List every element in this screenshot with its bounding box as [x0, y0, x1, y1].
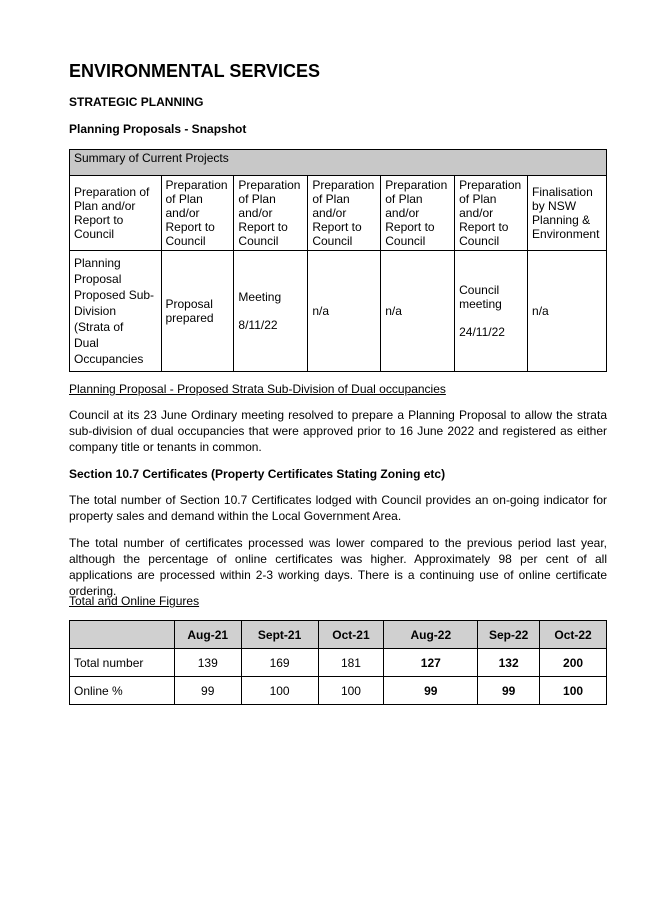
cell-value: n/a [532, 304, 549, 318]
table-header-row [70, 621, 607, 649]
table-cell: 99 [384, 677, 478, 705]
cell-value: n/a [385, 304, 402, 318]
table-cell [528, 251, 607, 372]
table-cell: 99 [174, 677, 241, 705]
table-cell [161, 251, 234, 372]
table-cell: 181 [318, 649, 384, 677]
table-cell: 127 [384, 649, 478, 677]
table-cell: 139 [174, 649, 241, 677]
table-header-cell: Sep-22 [478, 621, 540, 649]
table-header-cell: Aug-21 [174, 621, 241, 649]
table-cell: 100 [318, 677, 384, 705]
strata-heading: Planning Proposal - Proposed Strata Sub-Division of Dual occupancies [69, 382, 446, 396]
cell-value: Proposal prepared [165, 297, 214, 325]
table-header-cell: Preparation of Plan and/or Report to Council [455, 176, 528, 251]
certificates-heading: Section 10.7 Certificates (Property Certificates Stating Zoning etc) [69, 467, 446, 481]
table-header-cell: Aug-22 [384, 621, 478, 649]
table-header-cell: Preparation of Plan and/or Report to Council [70, 176, 162, 251]
subsection-heading: Planning Proposals - Snapshot [69, 122, 247, 136]
table-row [70, 251, 607, 372]
table-row [70, 677, 607, 705]
strata-paragraph: Council at its 23 June Ordinary meeting resolved to prepare a Planning Proposal to allow the strata sub-division of dual occupancies that were approved prior to 16 June 2022 and registered as either company title or tenants in common. [69, 408, 607, 454]
projects-table [69, 149, 607, 372]
table-header-cell: Preparation of Plan and/or Report to Council [308, 176, 381, 251]
table-cell [381, 251, 455, 372]
summary-label: Summary of Current Projects [70, 150, 607, 176]
table-row [70, 649, 607, 677]
row-label: Total number [70, 649, 175, 677]
figures-table [69, 620, 607, 705]
table-header-cell: Finalisation by NSW Planning & Environment [528, 176, 607, 251]
table-cell [234, 251, 308, 372]
cell-value: Council meeting 24/11/22 [459, 283, 505, 339]
project-name: Planning Proposal Proposed Sub- Division (Strata of Dual Occupancies [74, 256, 155, 366]
table-header-cell: Preparation of Plan and/or Report to Council [161, 176, 234, 251]
table-header-cell: Preparation of Plan and/or Report to Council [234, 176, 308, 251]
figures-heading: Total and Online Figures [69, 594, 200, 608]
page-title: ENVIRONMENTAL SERVICES [69, 61, 321, 81]
table-cell [70, 251, 162, 372]
table-cell: 200 [540, 649, 607, 677]
table-header-cell: Oct-21 [318, 621, 384, 649]
certificates-paragraph-1: The total number of Section 10.7 Certificates lodged with Council provides an on-going indicator for property sales and demand within the Local Government Area. [69, 493, 607, 523]
table-cell: 169 [241, 649, 318, 677]
table-cell: 99 [478, 677, 540, 705]
cell-value: Meeting 8/11/22 [238, 290, 282, 332]
table-cell: 100 [540, 677, 607, 705]
certificates-paragraph-2: The total number of certificates processed was lower compared to the previous period last year, although the percentage of online certificates was higher. Approximately 98 per cent of all applications are processed within 2-3 working days. There is a continuing use of online certificate ordering. [69, 536, 607, 598]
table-row [70, 150, 607, 176]
table-cell [308, 251, 381, 372]
cell-value: n/a [312, 304, 329, 318]
table-cell: 132 [478, 649, 540, 677]
table-cell: 100 [241, 677, 318, 705]
table-header-cell: Oct-22 [540, 621, 607, 649]
section-heading: STRATEGIC PLANNING [69, 95, 204, 109]
table-header-cell: Sept-21 [241, 621, 318, 649]
row-label: Online % [70, 677, 175, 705]
table-header-cell: Preparation of Plan and/or Report to Council [381, 176, 455, 251]
table-cell [455, 251, 528, 372]
table-header-cell [70, 621, 175, 649]
table-header-row [70, 176, 607, 251]
